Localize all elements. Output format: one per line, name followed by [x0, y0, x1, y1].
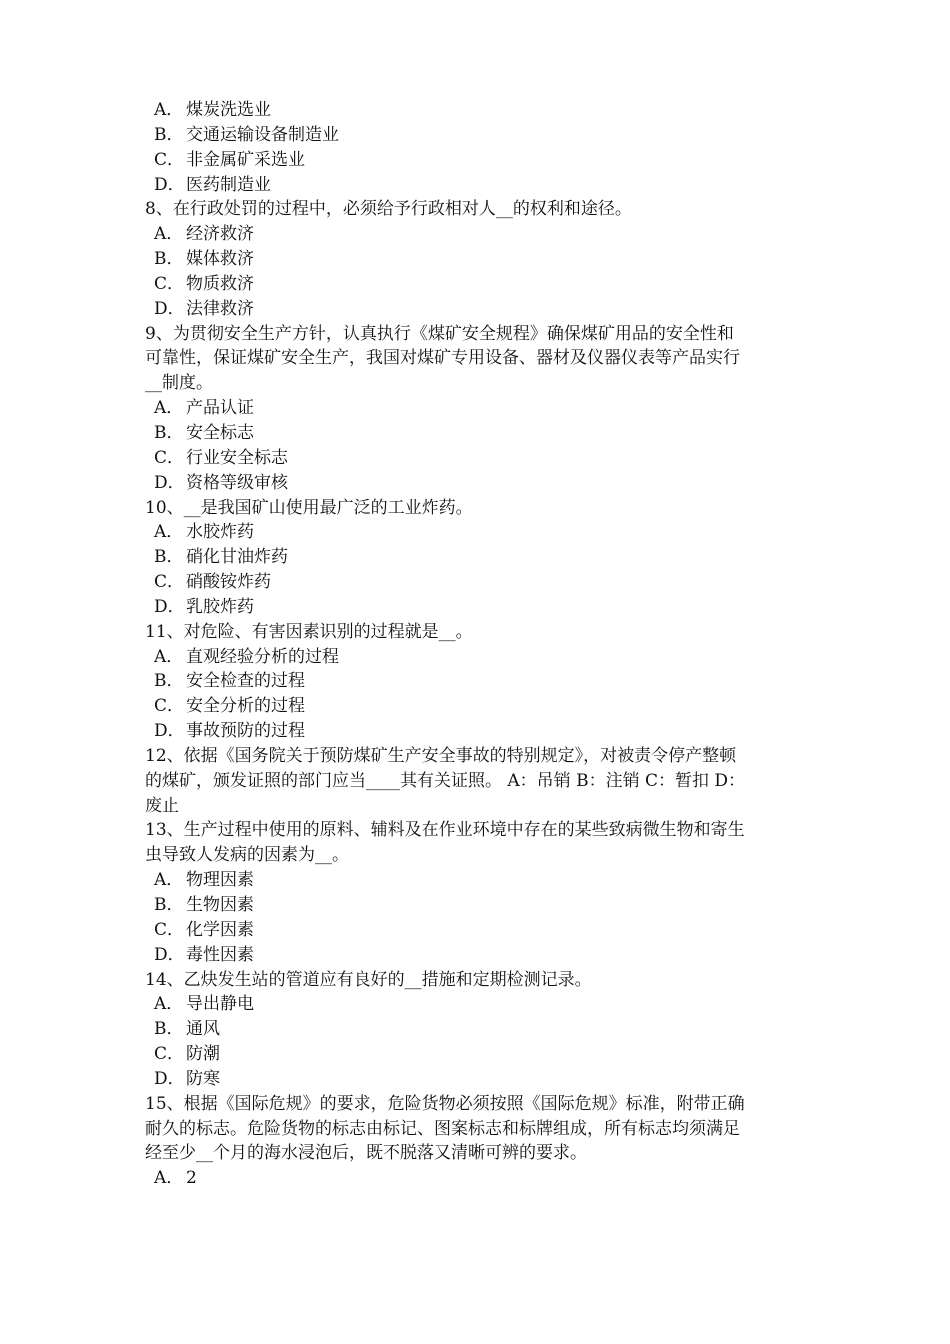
option-text: 乳胶炸药 — [186, 596, 254, 617]
option-text: 水胶炸药 — [186, 522, 254, 543]
option-letter: D． — [154, 1068, 185, 1089]
question-text-line: 13、生产过程中使用的原料、辅料及在作业环境中存在的某些致病微生物和寄生 — [145, 820, 745, 841]
option-text: 媒体救济 — [186, 249, 254, 270]
option-text: 交通运输设备制造业 — [186, 124, 339, 145]
answer-option — [145, 694, 815, 719]
question-text-line: 经至少__个月的海水浸泡后，既不脱落又清晰可辨的要求。 — [145, 1143, 587, 1164]
question-text-line: 11、对危险、有害因素识别的过程就是__。 — [145, 621, 473, 642]
answer-option — [145, 943, 815, 968]
answer-option — [145, 446, 815, 471]
option-letter: D． — [154, 944, 185, 965]
answer-option — [145, 520, 815, 545]
option-text: 直观经验分析的过程 — [186, 646, 339, 667]
option-letter: B． — [154, 895, 184, 915]
answer-option — [145, 247, 815, 272]
option-letter: B． — [154, 1019, 184, 1040]
option-letter: B． — [154, 124, 184, 145]
answer-option — [145, 123, 815, 148]
question-text-line: 8、在行政处罚的过程中，必须给予行政相对人__的权利和途径。 — [145, 199, 632, 220]
option-text: 安全检查的过程 — [186, 671, 305, 692]
option-letter: A． — [154, 646, 184, 667]
question-text-line: 可靠性，保证煤矿安全生产，我国对煤矿专用设备、器材及仪器仪表等产品实行 — [145, 348, 740, 369]
option-text: 物理因素 — [186, 870, 254, 891]
option-text: 煤炭洗选业 — [186, 100, 271, 120]
option-text: 生物因素 — [186, 895, 254, 915]
option-text: 2 — [186, 1168, 197, 1189]
option-letter: C． — [154, 919, 185, 940]
answer-option — [145, 272, 815, 297]
answer-option — [145, 471, 815, 496]
option-letter: B． — [154, 422, 184, 443]
option-text: 非金属矿采选业 — [186, 149, 305, 170]
option-letter: B． — [154, 671, 184, 692]
option-text: 导出静电 — [186, 994, 254, 1015]
question-text-line: 10、__是我国矿山使用最广泛的工业炸药。 — [145, 497, 473, 518]
option-letter: D． — [154, 472, 185, 493]
option-letter: C． — [154, 696, 185, 717]
question-text-line: 9、为贯彻安全生产方针，认真执行《煤矿安全规程》确保煤矿用品的安全性和 — [145, 323, 734, 344]
answer-option — [145, 148, 815, 173]
answer-option — [145, 98, 815, 123]
option-text: 防潮 — [186, 1044, 220, 1065]
option-letter: D． — [154, 721, 185, 742]
option-text: 安全分析的过程 — [186, 696, 305, 717]
exam-content — [145, 98, 815, 1191]
answer-option — [145, 396, 815, 421]
question-text-line: 14、乙炔发生站的管道应有良好的__措施和定期检测记录。 — [145, 969, 592, 990]
option-text: 安全标志 — [186, 422, 254, 443]
option-letter: B． — [154, 547, 184, 568]
option-text: 法律救济 — [186, 298, 254, 319]
answer-option — [145, 421, 815, 446]
option-text: 防寒 — [186, 1068, 220, 1089]
option-letter: C． — [154, 572, 185, 593]
answer-option — [145, 893, 815, 918]
answer-option — [145, 1166, 815, 1191]
answer-option — [145, 173, 815, 198]
option-text: 化学因素 — [186, 919, 254, 940]
option-letter: C． — [154, 1044, 185, 1065]
answer-option — [145, 918, 815, 943]
option-text: 事故预防的过程 — [186, 721, 305, 742]
question-text-line: 虫导致人发病的因素为__。 — [145, 845, 349, 866]
option-letter: A． — [154, 1168, 184, 1189]
option-letter: A． — [154, 224, 184, 245]
option-text: 硝化甘油炸药 — [186, 547, 288, 568]
option-letter: B． — [154, 249, 184, 270]
option-text: 资格等级审核 — [186, 472, 288, 493]
question-text-line: 的煤矿，颁发证照的部门应当____其有关证照。 A：吊销 B：注销 C：暂扣 D： — [145, 770, 746, 791]
answer-option — [145, 570, 815, 595]
question-text-line: 耐久的标志。危险货物的标志由标记、图案标志和标牌组成，所有标志均须满足 — [145, 1118, 740, 1139]
answer-option — [145, 222, 815, 247]
answer-option — [145, 1067, 815, 1092]
question-text-line: 12、依据《国务院关于预防煤矿生产安全事故的特别规定》，对被责令停产整顿 — [145, 745, 737, 766]
option-text: 毒性因素 — [186, 944, 254, 965]
option-letter: D． — [154, 596, 185, 617]
answer-option — [145, 297, 815, 322]
option-text: 医药制造业 — [186, 174, 271, 195]
option-text: 经济救济 — [186, 224, 254, 245]
answer-option — [145, 868, 815, 893]
question-text-line: 15、根据《国际危规》的要求，危险货物必须按照《国际危规》标准，附带正确 — [145, 1093, 745, 1114]
option-letter: A． — [154, 398, 184, 419]
option-letter: A． — [154, 994, 184, 1015]
option-letter: A． — [154, 522, 184, 543]
answer-option — [145, 669, 815, 694]
answer-option — [145, 992, 815, 1017]
option-letter: A． — [154, 870, 184, 891]
option-letter: C． — [154, 273, 185, 294]
answer-option — [145, 719, 815, 744]
answer-option — [145, 545, 815, 570]
option-letter: A． — [154, 100, 184, 120]
option-letter: C． — [154, 447, 185, 468]
answer-option — [145, 1042, 815, 1067]
question-text-line: 废止 — [145, 795, 179, 816]
option-letter: D． — [154, 298, 185, 319]
option-text: 通风 — [186, 1019, 220, 1040]
option-text: 产品认证 — [186, 398, 254, 419]
question-text-line: __制度。 — [145, 373, 213, 394]
option-letter: C． — [154, 149, 185, 170]
answer-option — [145, 645, 815, 670]
option-text: 硝酸铵炸药 — [186, 572, 271, 593]
answer-option — [145, 595, 815, 620]
option-text: 物质救济 — [186, 273, 254, 294]
answer-option — [145, 1017, 815, 1042]
option-letter: D． — [154, 174, 185, 195]
option-text: 行业安全标志 — [186, 447, 288, 468]
